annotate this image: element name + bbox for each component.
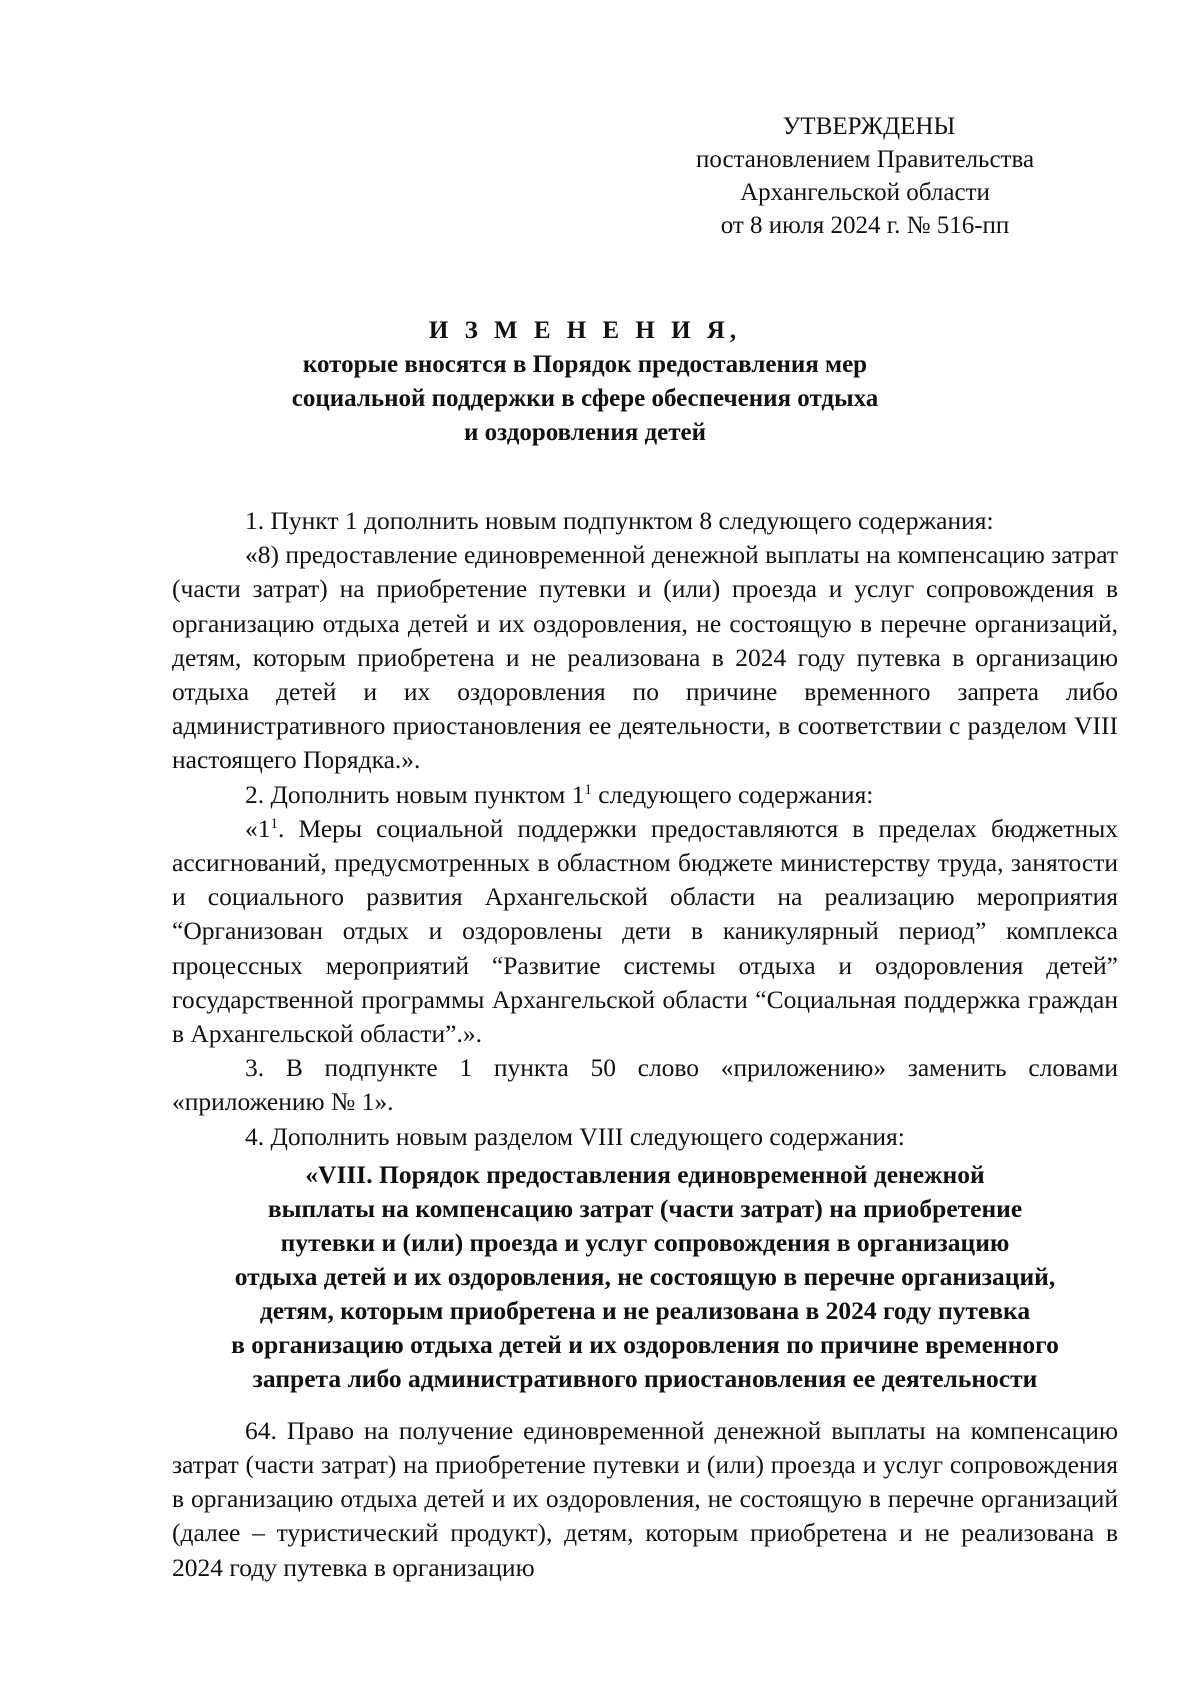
section-title-line: отдыха детей и их оздоровления, не состоящую в перечне организаций, [234,1261,1056,1291]
section-title-line: путевки и (или) проезда и услуг сопровождения в организацию [280,1227,1010,1257]
superscript: 1 [584,781,592,798]
approval-block [640,110,1090,242]
approval-line: Архангельской области [740,179,990,206]
text-span: следующего содержания: [591,779,874,809]
paragraph-64: 64. Право на получение единовременной денежной выплаты на компенсацию затрат (части затрат) на приобретение путевки и (или) проезда и услуг сопровождения в организацию отдыха детей и их оздоровления, не состоящую в перечне организаций (далее – туристический продукт), детям, которым приобретена и не реализована в 2024 году путевка в организацию [172,1415,1118,1582]
superscript: 1 [270,815,278,832]
text-span: «1 [245,813,271,843]
approval-date: от 8 июля 2024 г. № 516-пп [720,212,1010,239]
text-span: 2. Дополнить новым пунктом 1 [245,779,585,809]
title-line: и оздоровления детей [463,419,707,446]
paragraph-item-4: 4. Дополнить новым разделом VIII следующего содержания: [245,1121,905,1151]
paragraph-item-1: 1. Пункт 1 дополнить новым подпунктом 8 следующего содержания: [245,506,994,535]
paragraph-item-2 [172,778,1118,812]
section-title-line: в организацию отдыха детей и их оздоровления по причине временного [231,1329,1059,1359]
section-title [172,1158,1118,1396]
approval-heading: УТВЕРЖДЕНЫ [782,113,956,140]
section-title-line: выплаты на компенсацию затрат (части затрат) на приобретение [267,1193,1023,1223]
title-line: которые вносятся в Порядок предоставления мер [302,351,868,378]
section-title-line: запрета либо административного приостановления ее деятельности [252,1363,1038,1393]
paragraph-quote-2 [172,812,1118,1051]
document-title [160,314,1010,450]
section-title-line: «VIII. Порядок предоставления единовременной денежной [305,1159,985,1189]
approval-line: постановлением Правительства [695,146,1035,173]
paragraph-quote-1: «8) предоставление единовременной денежной выплаты на компенсацию затрат (части затрат) на приобретение путевки и (или) проезда и услуг сопровождения в организацию отдыха детей и их оздоровления, не состоящую в перечне организаций, детям, которым приобретена и не реализована в 2024 году путевка в организацию отдыха детей и их оздоровления по причине временного запрета либо административного приостановления ее деятельности, в соответствии с разделом VIII настоящего Порядка.». [172,540,1118,775]
text-span: . Меры социальной поддержки предоставляются в пределах бюджетных ассигнований, предусмотренных в областном бюджете министерству труда, занятости и социального развития Архангельской области на реализацию мероприятия “Организован отдых и оздоровлены дети в каникулярный период” комплекса процессных мероприятий “Развитие системы отдыха и оздоровления детей” государственной программы Архангельской области “Социальная поддержка граждан в Архангельской области”.». [172,813,1118,1049]
title-heading: И З М Е Н Е Н И Я, [428,317,742,344]
section-title-line: детям, которым приобретена и не реализована в 2024 году путевка [259,1295,1031,1325]
paragraph-item-3: 3. В подпункте 1 пункта 50 слово «приложению» заменить словами «приложению № 1». [172,1053,1118,1117]
title-line: социальной поддержки в сфере обеспечения отдыха [291,385,879,412]
document-body [172,504,1118,1585]
